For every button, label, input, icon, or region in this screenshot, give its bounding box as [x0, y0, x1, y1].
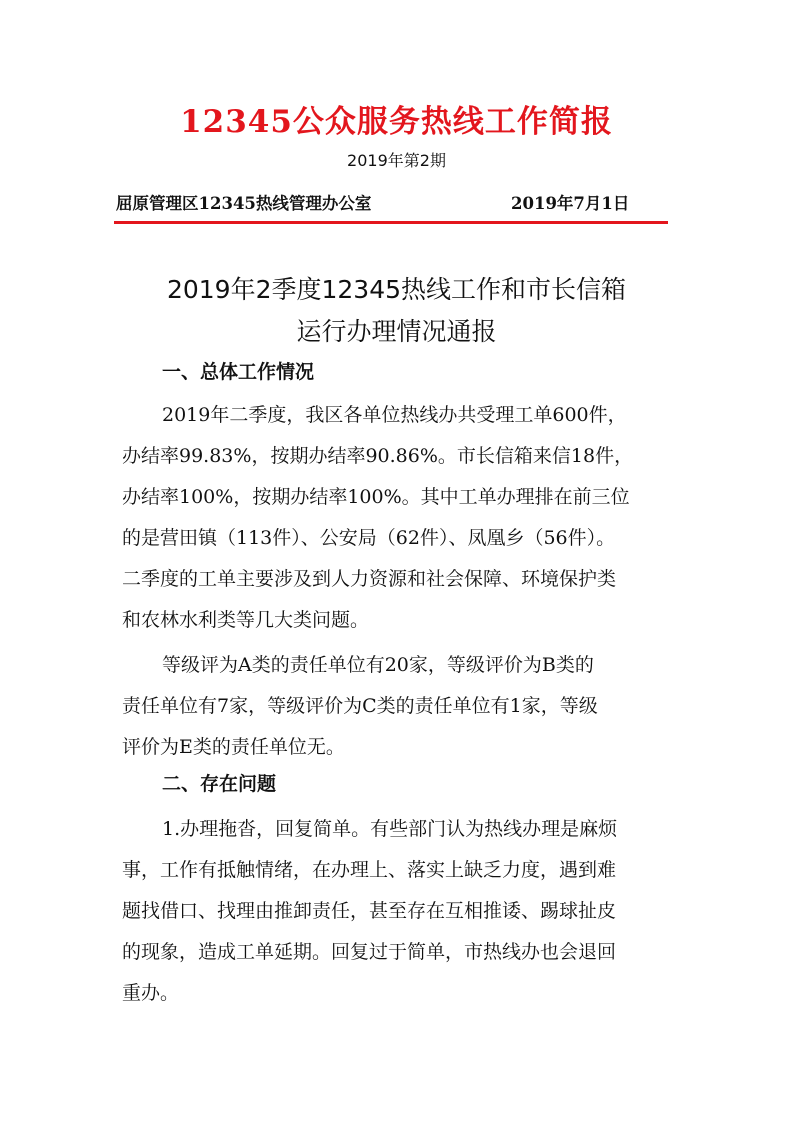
issue-date: 2019年7月1日: [511, 194, 630, 213]
paragraph-line: 等级评为A类的责任单位有20家，等级评价为B类的: [162, 654, 594, 676]
issue-number: 2019年第2期: [347, 151, 446, 170]
bulletin-title: 12345公众服务热线工作简报: [180, 104, 613, 140]
paragraph-line: 的现象，造成工单延期。回复过于简单，市热线办也会退回: [122, 941, 617, 963]
paragraph-line: 2019年二季度，我区各单位热线办共受理工单600件，: [162, 404, 627, 426]
doc-title-line-1: 2019年2季度12345热线工作和市长信箱: [166, 275, 627, 304]
paragraph-line: 1.办理拖沓，回复简单。有些部门认为热线办理是麻烦: [162, 818, 618, 840]
section-heading-overview: 一、总体工作情况: [162, 361, 315, 383]
paragraph-line: 评价为E类的责任单位无。: [122, 736, 345, 758]
paragraph-line: 事，工作有抵触情绪，在办理上、落实上缺乏力度，遇到难: [122, 859, 617, 881]
paragraph-line: 重办。: [122, 982, 180, 1004]
paragraph-line: 办结率100%，按期办结率100%。其中工单办理排在前三位: [122, 486, 630, 508]
paragraph-line: 的是营田镇（113件）、公安局（62件）、凤凰乡（56件）。: [122, 527, 616, 549]
issuing-office: 屈原管理区12345热线管理办公室: [116, 194, 372, 213]
red-divider: [114, 221, 668, 224]
paragraph-line: 办结率99.83%，按期办结率90.86%。市长信箱来信18件，: [122, 445, 634, 467]
paragraph-line: 和农林水利类等几大类问题。: [122, 609, 370, 631]
paragraph-line: 题找借口、找理由推卸责任，甚至存在互相推诿、踢球扯皮: [122, 900, 617, 922]
paragraph-line: 二季度的工单主要涉及到人力资源和社会保障、环境保护类: [122, 568, 617, 590]
paragraph-line: 责任单位有7家，等级评价为C类的责任单位有1家，等级: [122, 695, 598, 717]
section-heading-problems: 二、存在问题: [162, 773, 277, 795]
doc-title-line-2: 运行办理情况通报: [296, 317, 497, 346]
